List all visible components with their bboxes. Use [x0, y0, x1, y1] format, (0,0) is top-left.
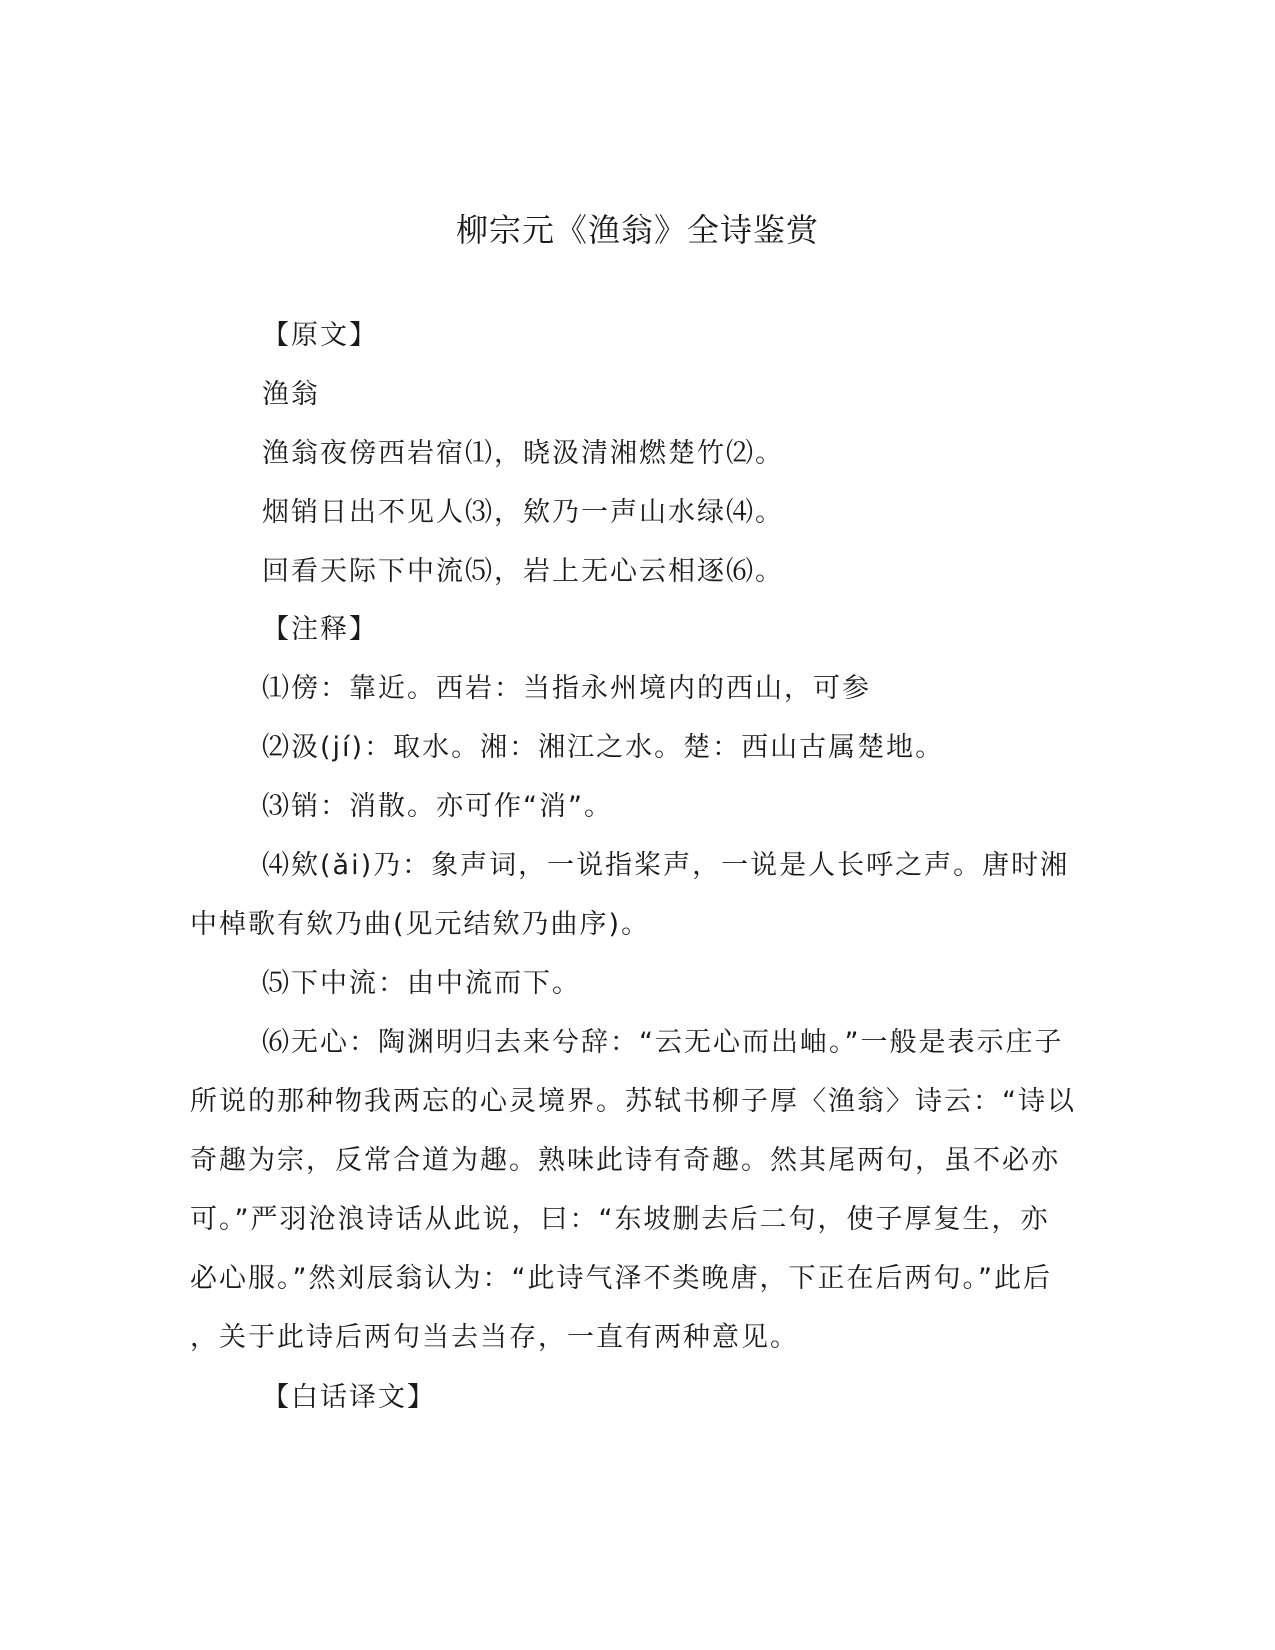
note-line: 必心服。”然刘辰翁认为：“此诗气泽不类晚唐，下正在后两句。”此后	[190, 1263, 1052, 1294]
section-heading-original: 【原文】	[262, 320, 378, 351]
poem-line: 渔翁夜傍西岩宿⑴，晓汲清湘燃楚竹⑵。	[262, 438, 784, 469]
note-line: ，关于此诗后两句当去当存，一直有两种意见。	[190, 1322, 799, 1353]
poem-line: 烟销日出不见人⑶，欸乃一声山水绿⑷。	[262, 497, 784, 528]
note-line: 奇趣为宗，反常合道为趣。熟味此诗有奇趣。然其尾两句，虽不必亦	[190, 1145, 1060, 1176]
poem-title: 渔翁	[262, 379, 320, 410]
page-title: 柳宗元《渔翁》全诗鉴赏	[455, 211, 819, 249]
section-heading-translation: 【白话译文】	[262, 1382, 436, 1413]
note-line: ⑶销：消散。亦可作“消”。	[262, 791, 613, 822]
note-line: ⑴傍：靠近。西岩：当指永州境内的西山，可参	[262, 673, 871, 704]
note-line: 中棹歌有欸乃曲(见元结欸乃曲序)。	[190, 909, 651, 940]
note-line: ⑹无心：陶渊明归去来兮辞：“云无心而出岫。”一般是表示庄子	[262, 1027, 1064, 1058]
poem-line: 回看天际下中流⑸，岩上无心云相逐⑹。	[262, 556, 784, 587]
note-line: ⑸下中流：由中流而下。	[262, 968, 581, 999]
note-line: ⑷欸(ǎi)乃：象声词，一说指桨声，一说是人长呼之声。唐时湘	[262, 850, 1070, 881]
note-line: ⑵汲(jí)：取水。湘：湘江之水。楚：西山古属楚地。	[262, 732, 945, 763]
note-line: 所说的那种物我两忘的心灵境界。苏轼书柳子厚〈渔翁〉诗云：“诗以	[190, 1086, 1076, 1117]
section-heading-notes: 【注释】	[262, 614, 378, 645]
note-line: 可。”严羽沧浪诗话从此说，曰：“东坡删去后二句，使子厚复生，亦	[190, 1204, 1050, 1235]
